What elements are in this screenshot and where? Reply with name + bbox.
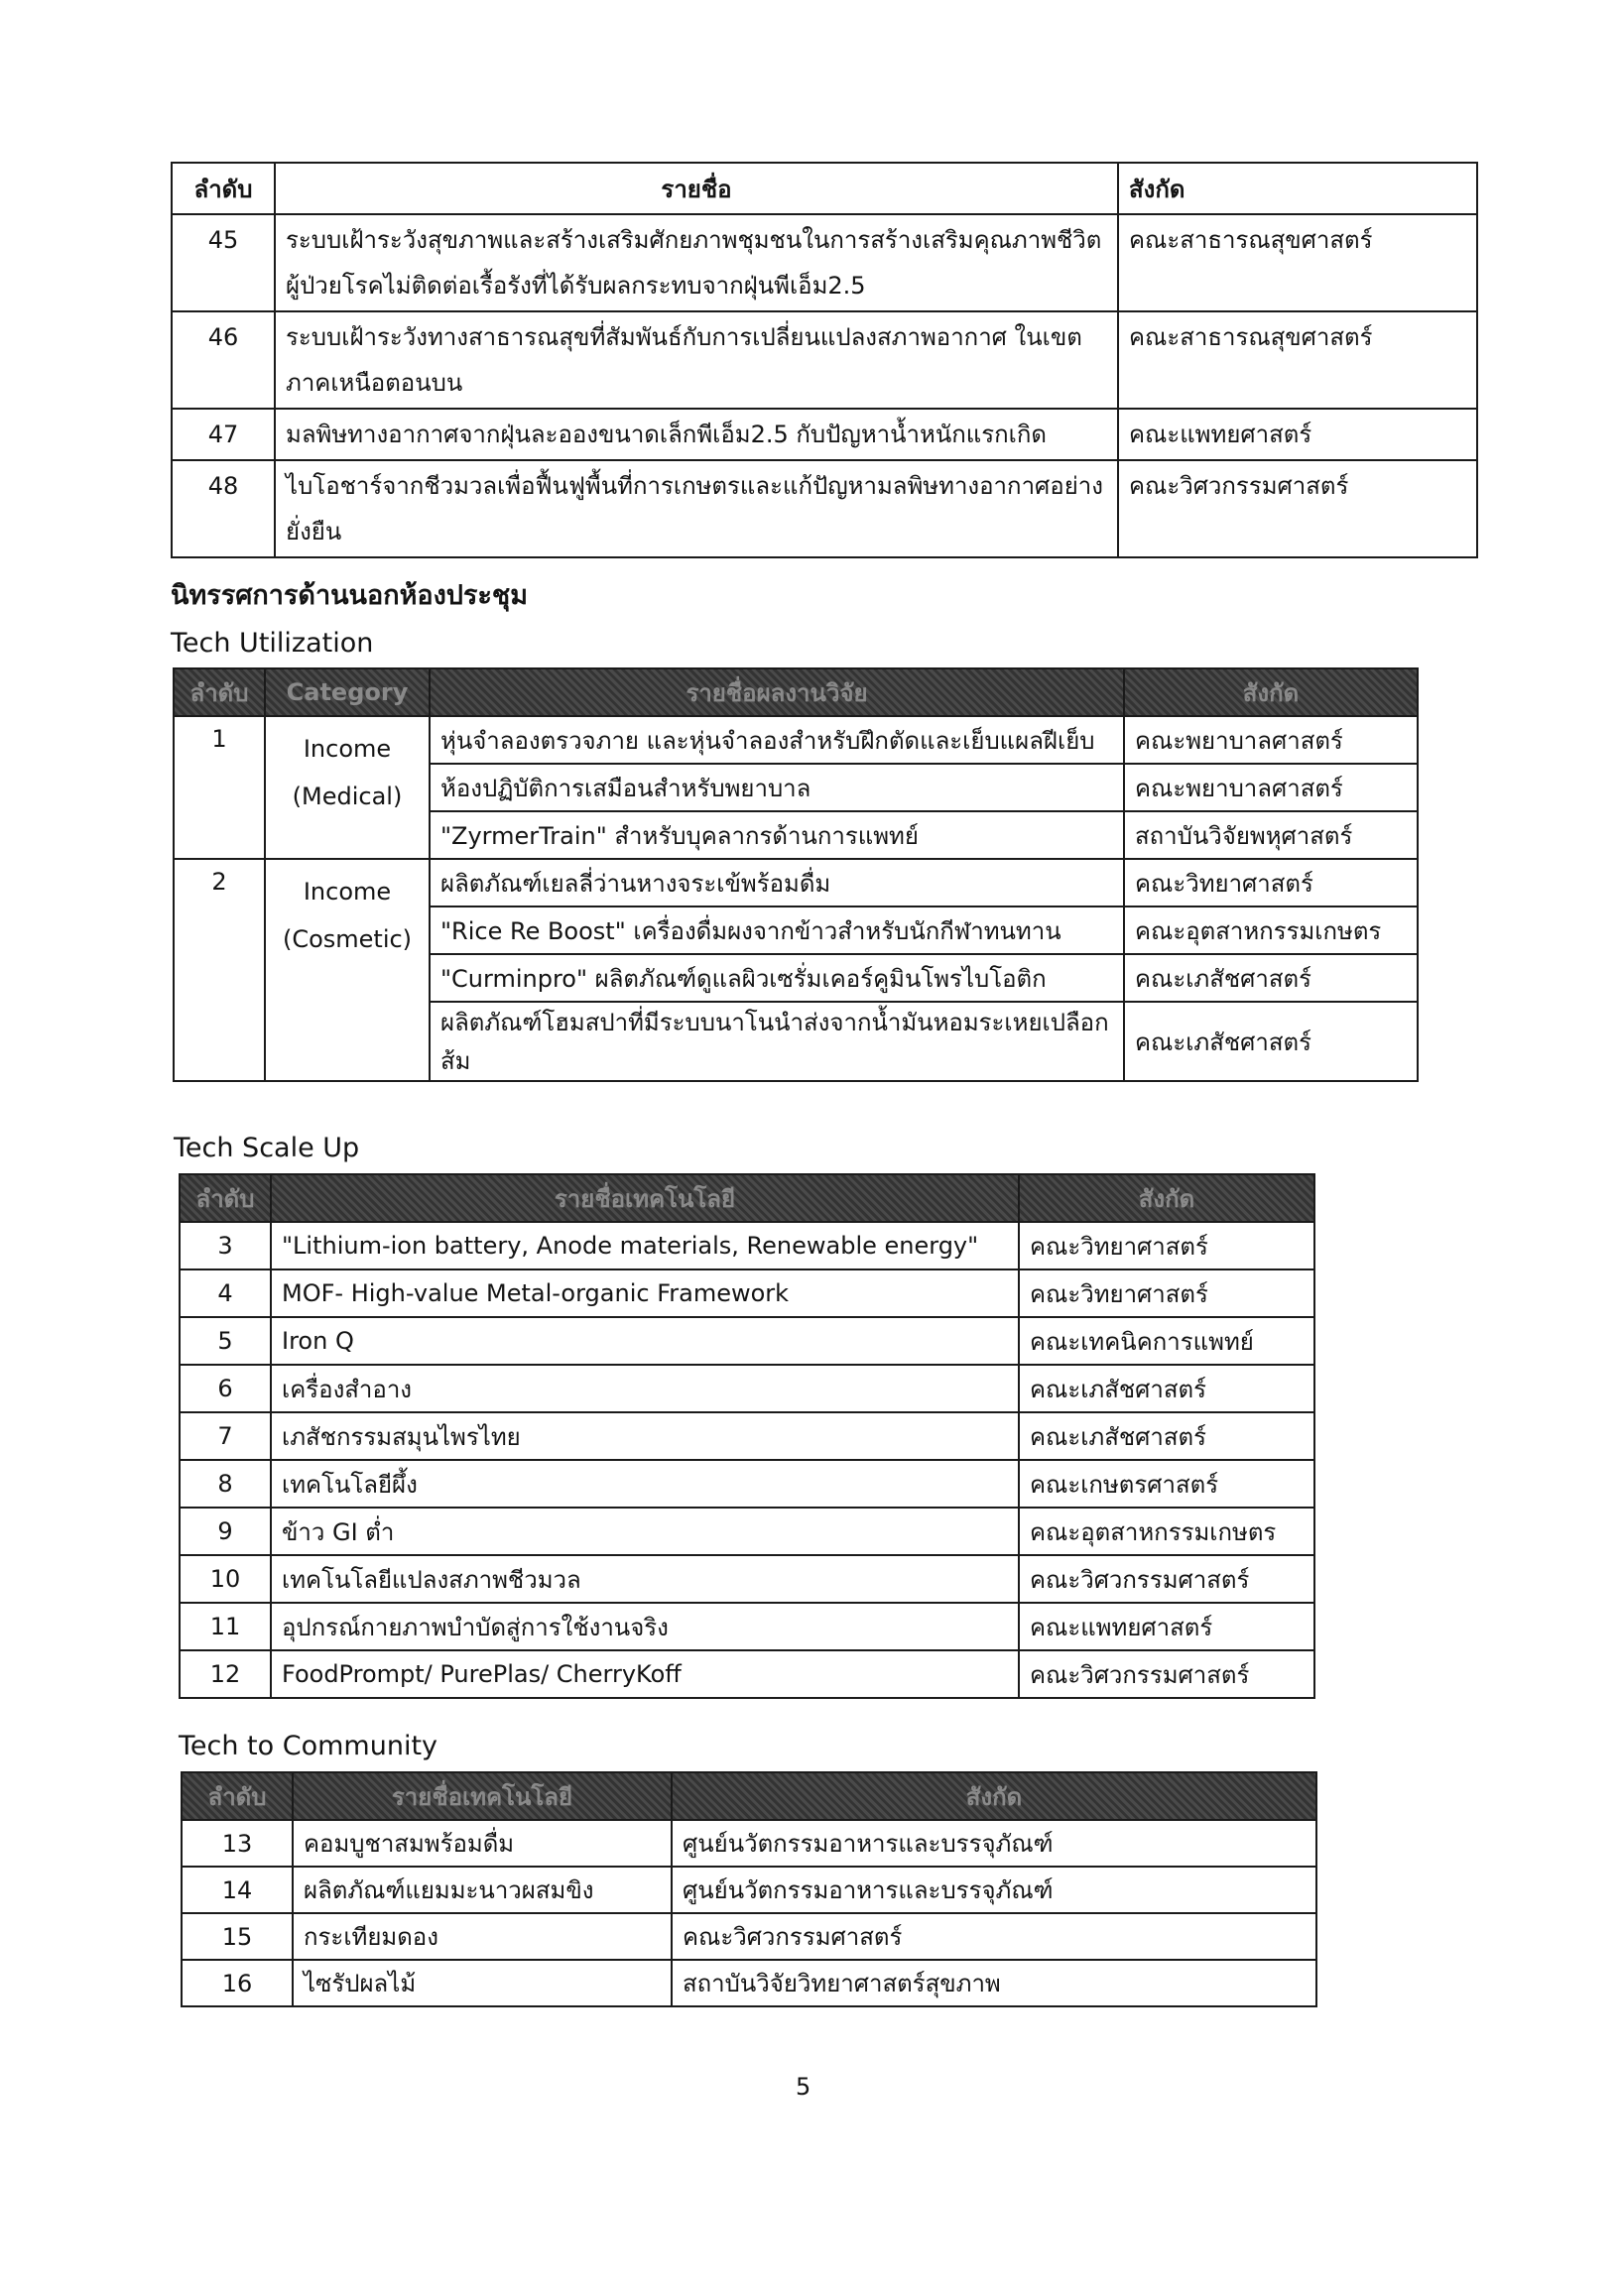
row-affiliation: คณะเภสัชศาสตร์ xyxy=(1124,1002,1418,1081)
row-name: "Lithium-ion battery, Anode materials, Renewable energy" xyxy=(271,1222,1019,1269)
row-no: 12 xyxy=(180,1650,271,1698)
header-name: รายชื่อผลงานวิจัย xyxy=(430,668,1124,716)
table-row xyxy=(180,1222,1314,1269)
table-header-row xyxy=(180,1174,1314,1222)
row-affiliation: คณะสาธารณสุขศาสตร์ xyxy=(1118,214,1477,311)
table-row xyxy=(174,859,1418,906)
row-affiliation: ศูนย์นวัตกรรมอาหารและบรรจุภัณฑ์ xyxy=(672,1867,1316,1913)
tech-to-community-title: Tech to Community xyxy=(179,1731,438,1761)
row-no: 14 xyxy=(182,1867,293,1913)
table-row xyxy=(180,1460,1314,1508)
category-line: Income xyxy=(303,735,392,763)
row-affiliation: คณะอุตสาหกรรมเกษตร xyxy=(1019,1508,1314,1555)
table-header-row xyxy=(174,668,1418,716)
table-row xyxy=(180,1650,1314,1698)
row-affiliation: คณะเกษตรศาสตร์ xyxy=(1019,1460,1314,1508)
header-category: Category xyxy=(265,668,430,716)
row-name: ผลิตภัณฑ์แยมมะนาวผสมขิง xyxy=(293,1867,672,1913)
row-no: 13 xyxy=(182,1820,293,1867)
header-name: รายชื่อ xyxy=(275,163,1118,214)
row-name: ห้องปฏิบัติการเสมือนสำหรับพยาบาล xyxy=(430,764,1124,811)
row-name: ผลิตภัณฑ์โฮมสปาที่มีระบบนาโนนำส่งจากน้ำมันหอมระเหยเปลือกส้ม xyxy=(430,1002,1124,1081)
row-affiliation: คณะวิศวกรรมศาสตร์ xyxy=(1118,460,1477,557)
row-affiliation: คณะแพทยศาสตร์ xyxy=(1118,409,1477,460)
row-no: 48 xyxy=(172,460,275,557)
table-row xyxy=(172,460,1477,557)
header-affiliation: สังกัด xyxy=(672,1772,1316,1820)
row-name: ระบบเฝ้าระวังทางสาธารณสุขที่สัมพันธ์กับการเปลี่ยนแปลงสภาพอากาศ ในเขตภาคเหนือตอนบน xyxy=(275,311,1118,409)
table-row xyxy=(182,1820,1316,1867)
page-number: 5 xyxy=(796,2073,811,2101)
row-affiliation: คณะพยาบาลศาสตร์ xyxy=(1124,716,1418,764)
table-header-row xyxy=(172,163,1477,214)
row-name: กระเทียมดอง xyxy=(293,1913,672,1960)
row-no: 6 xyxy=(180,1365,271,1412)
table-row xyxy=(180,1317,1314,1365)
table-row xyxy=(174,716,1418,764)
row-affiliation: สถาบันวิจัยพหุศาสตร์ xyxy=(1124,811,1418,859)
tech-utilization-title: Tech Utilization xyxy=(171,628,374,659)
table-row xyxy=(180,1269,1314,1317)
group-no: 2 xyxy=(174,859,265,1081)
header-affiliation: สังกัด xyxy=(1118,163,1477,214)
row-affiliation: คณะแพทยศาสตร์ xyxy=(1019,1603,1314,1650)
table-row xyxy=(182,1913,1316,1960)
row-name: เภสัชกรรมสมุนไพรไทย xyxy=(271,1412,1019,1460)
group-category xyxy=(265,716,430,859)
row-no: 5 xyxy=(180,1317,271,1365)
row-affiliation: คณะวิทยาศาสตร์ xyxy=(1019,1222,1314,1269)
category-line: (Cosmetic) xyxy=(282,925,413,953)
row-name: มลพิษทางอากาศจากฝุ่นละอองขนาดเล็กพีเอ็ม2.5 กับปัญหาน้ำหนักแรกเกิด xyxy=(275,409,1118,460)
row-no: 9 xyxy=(180,1508,271,1555)
row-no: 3 xyxy=(180,1222,271,1269)
row-name: FoodPrompt/ PurePlas/ CherryKoff xyxy=(271,1650,1019,1698)
table-row xyxy=(182,1867,1316,1913)
row-name: ไบโอชาร์จากชีวมวลเพื่อฟื้นฟูพื้นที่การเกษตรและแก้ปัญหามลพิษทางอากาศอย่างยั่งยืน xyxy=(275,460,1118,557)
table-row xyxy=(180,1555,1314,1603)
row-affiliation: คณะอุตสาหกรรมเกษตร xyxy=(1124,906,1418,954)
exhibition-title: นิทรรศการด้านนอกห้องประชุม xyxy=(171,580,529,611)
row-no: 45 xyxy=(172,214,275,311)
row-name: ไซรัปผลไม้ xyxy=(293,1960,672,2006)
row-affiliation: ศูนย์นวัตกรรมอาหารและบรรจุภัณฑ์ xyxy=(672,1820,1316,1867)
row-name: หุ่นจำลองตรวจภาย และหุ่นจำลองสำหรับฝึกตัดและเย็บแผลฝีเย็บ xyxy=(430,716,1124,764)
table-row xyxy=(180,1603,1314,1650)
row-affiliation: คณะวิศวกรรมศาสตร์ xyxy=(672,1913,1316,1960)
row-no: 46 xyxy=(172,311,275,409)
table-row xyxy=(172,409,1477,460)
header-no: ลำดับ xyxy=(180,1174,271,1222)
row-name: ผลิตภัณฑ์เยลลี่ว่านหางจระเข้พร้อมดื่ม xyxy=(430,859,1124,906)
row-name: คอมบูชาสมพร้อมดื่ม xyxy=(293,1820,672,1867)
row-affiliation: คณะเภสัชศาสตร์ xyxy=(1124,954,1418,1002)
header-no: ลำดับ xyxy=(172,163,275,214)
tech-scale-up-table xyxy=(179,1173,1315,1699)
row-name: เครื่องสำอาง xyxy=(271,1365,1019,1412)
tech-utilization-table xyxy=(173,667,1419,1082)
row-affiliation: คณะเภสัชศาสตร์ xyxy=(1019,1365,1314,1412)
tech-to-community-table xyxy=(181,1771,1317,2007)
group-no: 1 xyxy=(174,716,265,859)
row-name: "ZyrmerTrain" สำหรับบุคลากรด้านการแพทย์ xyxy=(430,811,1124,859)
research-list-table xyxy=(171,162,1478,558)
row-no: 11 xyxy=(180,1603,271,1650)
row-no: 47 xyxy=(172,409,275,460)
row-name: Iron Q xyxy=(271,1317,1019,1365)
row-affiliation: คณะวิศวกรรมศาสตร์ xyxy=(1019,1555,1314,1603)
header-no: ลำดับ xyxy=(182,1772,293,1820)
row-no: 15 xyxy=(182,1913,293,1960)
row-affiliation: คณะวิศวกรรมศาสตร์ xyxy=(1019,1650,1314,1698)
table-row xyxy=(172,214,1477,311)
group-category xyxy=(265,859,430,1081)
row-name: "Rice Re Boost" เครื่องดื่มผงจากข้าวสำหรับนักกีฬาทนทาน xyxy=(430,906,1124,954)
row-affiliation: คณะวิทยาศาสตร์ xyxy=(1019,1269,1314,1317)
row-affiliation: คณะวิทยาศาสตร์ xyxy=(1124,859,1418,906)
row-affiliation: สถาบันวิจัยวิทยาศาสตร์สุขภาพ xyxy=(672,1960,1316,2006)
row-name: อุปกรณ์กายภาพบำบัดสู่การใช้งานจริง xyxy=(271,1603,1019,1650)
table-row xyxy=(180,1412,1314,1460)
row-name: MOF- High-value Metal-organic Framework xyxy=(271,1269,1019,1317)
table-row xyxy=(172,311,1477,409)
header-name: รายชื่อเทคโนโลยี xyxy=(293,1772,672,1820)
header-affiliation: สังกัด xyxy=(1124,668,1418,716)
row-name: ระบบเฝ้าระวังสุขภาพและสร้างเสริมศักยภาพชุมชนในการสร้างเสริมคุณภาพชีวิตผู้ป่วยโรคไม่ติดต่อเรื้อรังที่ได้รับผลกระทบจากฝุ่นพีเอ็ม2.5 xyxy=(275,214,1118,311)
row-name: เทคโนโลยีแปลงสภาพชีวมวล xyxy=(271,1555,1019,1603)
tech-scale-up-title: Tech Scale Up xyxy=(174,1133,360,1163)
table-row xyxy=(180,1508,1314,1555)
header-affiliation: สังกัด xyxy=(1019,1174,1314,1222)
header-no: ลำดับ xyxy=(174,668,265,716)
row-no: 16 xyxy=(182,1960,293,2006)
row-no: 10 xyxy=(180,1555,271,1603)
row-no: 7 xyxy=(180,1412,271,1460)
row-name: ข้าว GI ต่ำ xyxy=(271,1508,1019,1555)
row-name: เทคโนโลยีผึ้ง xyxy=(271,1460,1019,1508)
category-line: Income xyxy=(303,878,392,906)
row-no: 8 xyxy=(180,1460,271,1508)
row-name: "Curminpro" ผลิตภัณฑ์ดูแลผิวเซรั่มเคอร์คูมินโพรไบโอติก xyxy=(430,954,1124,1002)
row-affiliation: คณะพยาบาลศาสตร์ xyxy=(1124,764,1418,811)
header-name: รายชื่อเทคโนโลยี xyxy=(271,1174,1019,1222)
category-line: (Medical) xyxy=(292,783,403,810)
table-row xyxy=(180,1365,1314,1412)
row-affiliation: คณะเภสัชศาสตร์ xyxy=(1019,1412,1314,1460)
row-affiliation: คณะเทคนิคการแพทย์ xyxy=(1019,1317,1314,1365)
row-affiliation: คณะสาธารณสุขศาสตร์ xyxy=(1118,311,1477,409)
row-no: 4 xyxy=(180,1269,271,1317)
table-header-row xyxy=(182,1772,1316,1820)
table-row xyxy=(182,1960,1316,2006)
